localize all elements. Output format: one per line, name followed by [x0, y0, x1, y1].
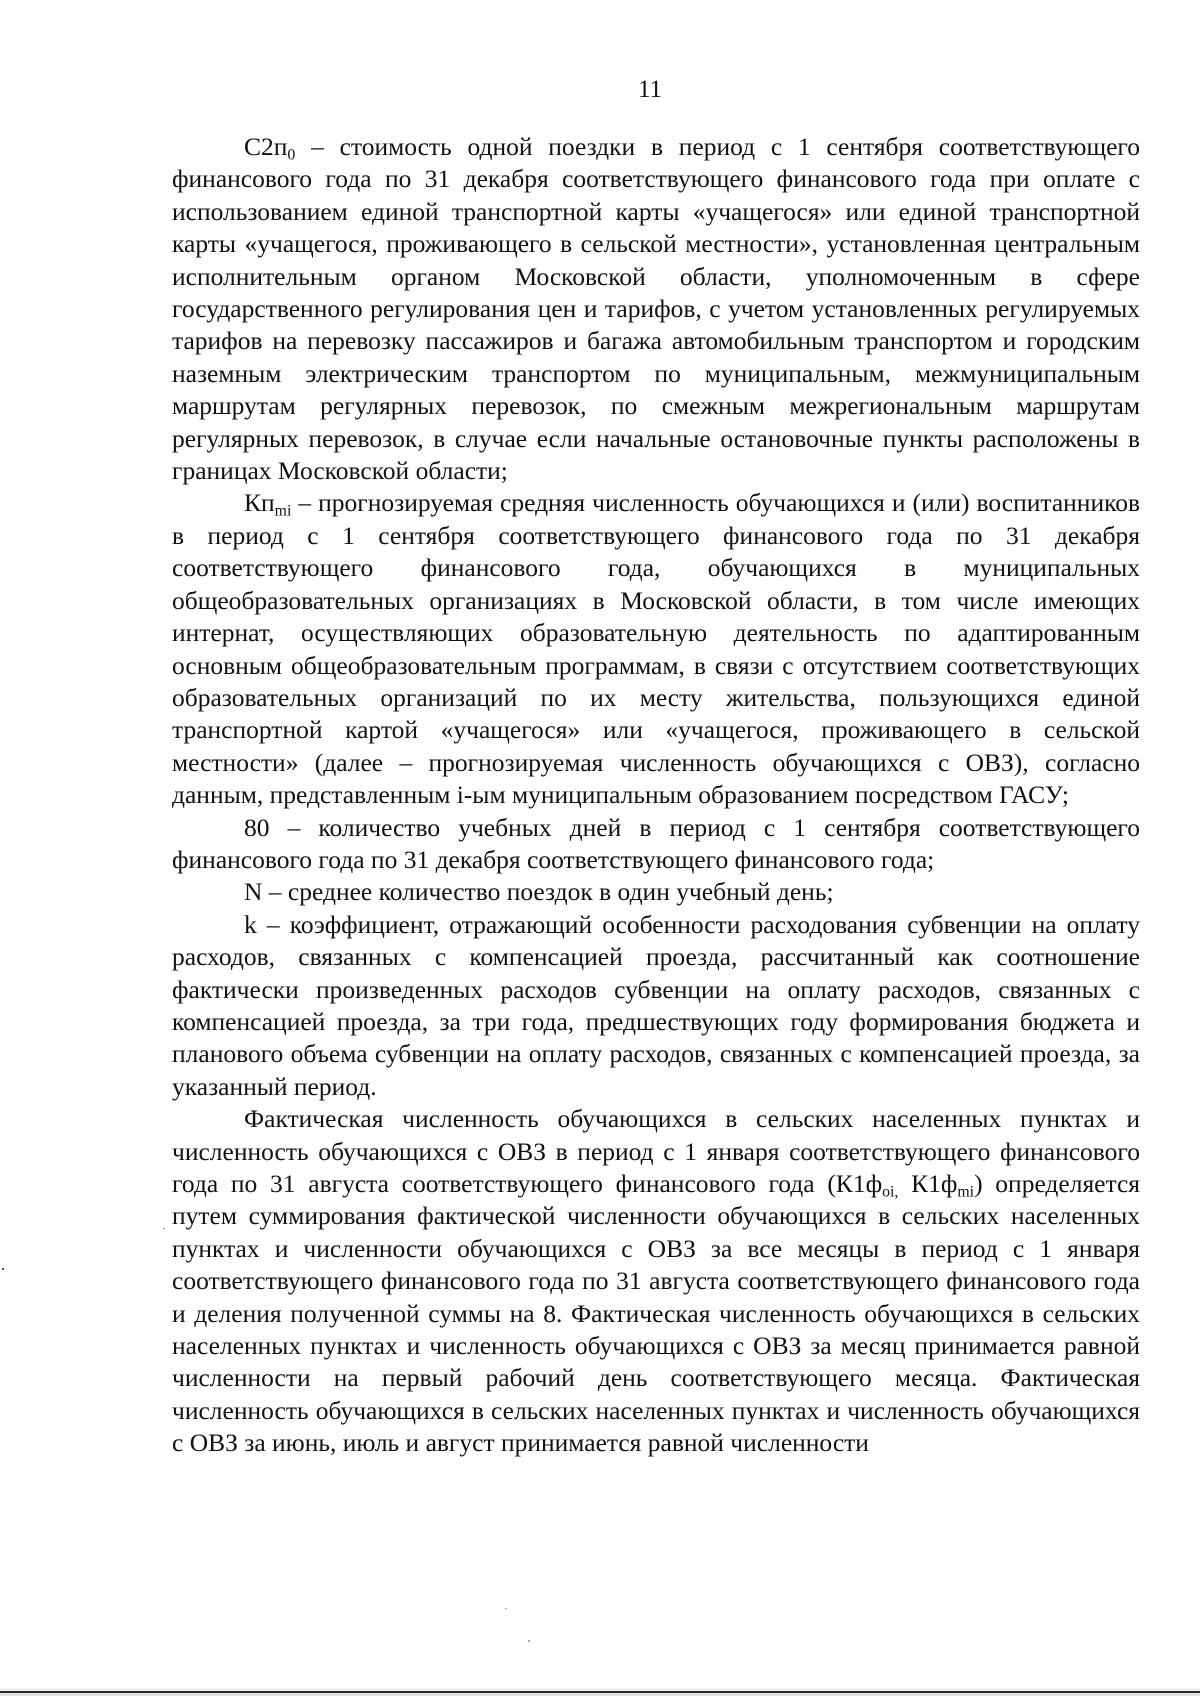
paragraph-text: ) определяется путем суммирования фактической численности обучающихся в сельских населенных пунктах и численности обучающихся с ОВЗ за все месяцы в период с 1 января соответствующего финансового года по 31 августа соответствующего финансового года и деления полученной суммы на 8. Фактическая численность обучающихся в сельских населенных пунктах и численность обучающихся с ОВЗ за месяц принимается равной численности на первый рабочий день соответствующего месяца. Фактическая численность обучающихся в сельских населенных пунктах и численность обучающихся с ОВЗ за июнь, июль и август принимается равной численности [172, 1169, 1140, 1458]
paragraph-kpmi-definition [172, 487, 1140, 811]
formula-subscript-mi: mi [957, 1183, 975, 1201]
paragraph-n-definition [172, 876, 1140, 908]
formula-symbol-kp: Кп [244, 488, 275, 518]
formula-subscript-mi: mi [274, 503, 292, 521]
paragraph-text: – стоимость одной поездки в период с 1 сентября соответствующего финансового года по 31 декабря соответствующего финансового года при оплате с использованием единой транспортной карты «учащегося» или единой транспортной карты «учащегося, проживающего в сельской местности», установленная центральным исполнительным органом Московской области, уполномоченным в сфере государственного регулирования цен и тарифов, с учетом установленных регулируемых тарифов на перевозку пассажиров и багажа автомобильным транспортом и городским наземным электрическим транспортом по муниципальным, межмуниципальным маршрутам регулярных перевозок, по смежным межрегиональным маршрутам регулярных перевозок, в случае если начальные остановочные пункты расположены в границах Московской области; [172, 132, 1140, 486]
formula-subscript-oi: oi, [882, 1183, 899, 1201]
scan-bottom-line [0, 1691, 1200, 1693]
scan-speck [163, 1228, 165, 1229]
page-number: 11 [637, 76, 663, 103]
scan-speck [505, 1608, 507, 1609]
formula-symbol-c2p: С2п [244, 132, 288, 161]
paragraph-text: Фактическая численность обучающихся в сельских населенных пунктах и численность обучающихся с ОВЗ в период с 1 января соответствующего финансового года по 31 августа соответствующего финансового года (К1ф [172, 1104, 1140, 1198]
document-body [172, 131, 1140, 1460]
paragraph-actual-count [172, 1103, 1140, 1459]
paragraph-text: 80 – количество учебных дней в период с 1 сентября соответствующего финансового года по 31 декабря соответствующего финансового года; [172, 812, 1140, 874]
paragraph-80-definition [172, 812, 1140, 877]
formula-subscript-0: 0 [287, 146, 296, 164]
paragraph-text: К1ф [898, 1169, 958, 1198]
paragraph-text: N – среднее количество поездок в один учебный день; [244, 877, 834, 907]
paragraph-c2p0-definition [172, 131, 1140, 487]
scan-speck [2, 1268, 4, 1270]
paragraph-text: – прогнозируемая средняя численность обучающихся и (или) воспитанников в период с 1 сентября соответствующего финансового года по 31 декабря соответствующего финансового года, обучающихся в муниципальных общеобразовательных организациях в Московской области, в том числе имеющих интернат, осуществляющих образовательную деятельность по адаптированным основным общеобразовательным программам, в связи с отсутствием соответствующих образовательных организаций по их месту жительства, пользующихся единой транспортной картой «учащегося» или «учащегося, проживающего в сельской местности» (далее – прогнозируемая численность обучающихся с ОВЗ), согласно данным, представленным i-ым муниципальным образованием посредством ГАСУ; [172, 488, 1140, 810]
scan-speck [528, 1640, 530, 1642]
paragraph-k-definition [172, 909, 1140, 1103]
paragraph-text: k – коэффициент, отражающий особенности расходования субвенции на оплату расходов, связанных с компенсацией проезда, рассчитанный как соотношение фактически произведенных расходов субвенции на оплату расходов, связанных с компенсацией проезда, за три года, предшествующих году формирования бюджета и планового объема субвенции на оплату расходов, связанных с компенсацией проезда, за указанный период. [172, 909, 1140, 1101]
